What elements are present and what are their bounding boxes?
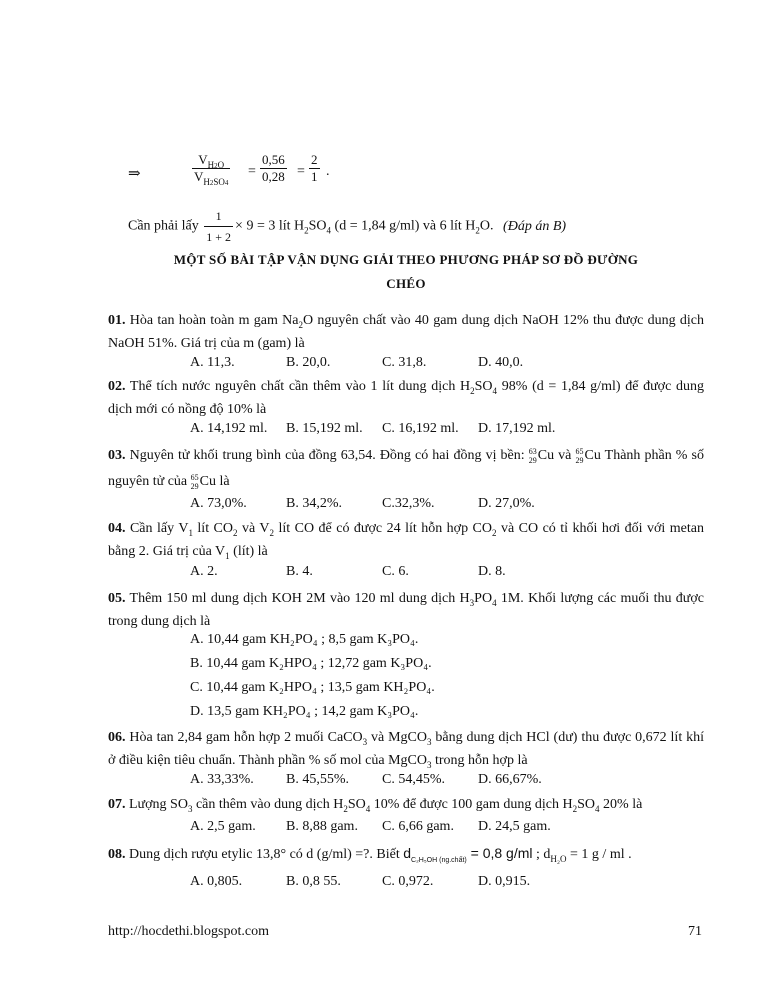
- option-a: A. 10,44 gam KH₂PO₄ ; 8,5 gam K₃PO₄.: [190, 632, 419, 647]
- option-b: B. 15,192 ml.: [286, 421, 363, 436]
- option-b: B. 34,2%.: [286, 496, 342, 511]
- question-06: 06. Hòa tan 2,84 gam hỗn hợp 2 muối CaCO$_3$ và MgCO$_3$ bằng dung dịch HCl (dư) thu được 0,672 lít khí ở điều kiện tiêu chuẩn. Thành phần % số mol của MgCO$_3$ trong hỗn hợp là: [108, 730, 704, 770]
- option-c: C. 10,44 gam K₂HPO₄ ; 13,5 gam KH₂PO₄.: [190, 680, 435, 695]
- question-03: 03. Nguyên tử khối trung bình của đồng 63,54. Đồng có hai đồng vị bền: 63 29 Cu và 65 29 Cu Thành phần % số nguyên tử của 65 29 Cu là: [108, 446, 704, 491]
- volume-ratio: $\frac{V_{H2O}}{V_{H2SO4}}$: [194, 152, 229, 187]
- option-d: D. 40,0.: [478, 355, 524, 370]
- options-06: [190, 772, 574, 788]
- simplified-ratio: $\frac{2}{1}$: [311, 152, 318, 184]
- options-08: [190, 874, 574, 890]
- options-02: [190, 421, 574, 437]
- option-c: C. 0,972.: [382, 874, 434, 889]
- option-c: C. 54,45%.: [382, 772, 445, 787]
- option-d: D. 24,5 gam.: [478, 819, 551, 834]
- options-03: [190, 496, 574, 512]
- option-a: A. 2,5 gam.: [190, 819, 256, 834]
- question-01: 01. Hòa tan hoàn toàn m gam $Na_2O$ nguyên chất vào 40 gam dung dịch NaOH 12% thu được dung dịch NaOH 51%. Giá trị của m (gam) là: [108, 313, 705, 351]
- section-heading: MỘT SỐ BÀI TẬP VẬN DỤNG GIẢI THEO PHƯƠNG PHÁP SƠ ĐỒ ĐƯỜNG CHÉO: [173, 252, 639, 291]
- option-a: A. 73,0%.: [190, 496, 247, 511]
- options-07: [190, 819, 574, 835]
- option-a: A. 14,192 ml.: [190, 421, 268, 436]
- question-02: 02. Thể tích nước nguyên chất cần thêm vào 1 lít dung dịch $H_2SO_4$ 98% (d = 1,84 g/ml) để được dung dịch mới có nồng độ 10% là: [108, 379, 704, 417]
- option-d: D. 8.: [478, 564, 506, 579]
- option-a: A. 2.: [190, 564, 218, 579]
- options-04: [190, 564, 574, 580]
- page-number: 71: [688, 924, 702, 939]
- option-d: D. 27,0%.: [478, 496, 535, 511]
- option-b: B. 20,0.: [286, 355, 331, 370]
- options-01: [190, 355, 574, 371]
- option-d: D. 13,5 gam KH₂PO₄ ; 14,2 gam K₃PO₄.: [190, 704, 419, 719]
- option-b: B. 10,44 gam K₂HPO₄ ; 12,72 gam K₃PO₄.: [190, 656, 432, 671]
- option-a: A. 11,3.: [190, 355, 235, 370]
- option-c: C. 31,8.: [382, 355, 427, 370]
- option-d: D. 17,192 ml.: [478, 421, 556, 436]
- answer-label: (Đáp án B): [503, 218, 567, 234]
- footer-url[interactable]: http://hocdethi.blogspot.com: [108, 924, 269, 939]
- option-b: B. 45,55%.: [286, 772, 349, 787]
- question-07: 07. Lượng $SO_3$ cần thêm vào dung dịch $H_2SO_4$ 10% để được 100 gam dung dịch $H_2SO_4$ 20% là: [108, 797, 643, 814]
- question-04: 04. Cần lấy $V_1$ lít $CO_2$ và $V_2$ lít CO để có được 24 lít hỗn hợp $CO_2$ và CO có tỉ khối hơi đối với metan bằng 2. Giá trị của $V_1$ (lít) là: [108, 521, 704, 561]
- option-a: A. 0,805.: [190, 874, 243, 889]
- value-ratio: $\frac{0,56}{0,28}$: [262, 152, 285, 184]
- option-b: B. 8,88 gam.: [286, 819, 358, 834]
- option-c: C. 6.: [382, 564, 409, 579]
- option-b: B. 4.: [286, 564, 313, 579]
- option-c: C. 6,66 gam.: [382, 819, 454, 834]
- question-08: 08. Dung dịch rượu etylic 13,8° có d (g/ml) =?. Biết $d_{C_2H_5OH (ng.chất)} = 0,8$ g/ml ; $d_{H_2O} = 1$ g / ml .: [108, 845, 632, 864]
- option-b: B. 0,8 55.: [286, 874, 341, 889]
- option-d: D. 66,67%.: [478, 772, 542, 787]
- option-d: D. 0,915.: [478, 874, 531, 889]
- implies-arrow: ⇒: [128, 166, 141, 182]
- option-c: C. 16,192 ml.: [382, 421, 459, 436]
- option-a: A. 33,33%.: [190, 772, 254, 787]
- question-05: 05. Thêm 150 ml dung dịch KOH 2M vào 120 ml dung dịch $H_3PO_4$ 1M. Khối lượng các muối thu được trong dung dịch là: [108, 591, 704, 629]
- result-line: Cần phải lấy $\frac{1}{1 + 2}$ × 9 = 3 lít $H_2SO_4$ (d = 1,84 g/ml) và 6 lít $H_2O$. (Đáp án B): [128, 206, 566, 247]
- option-c: C.32,3%.: [382, 496, 435, 511]
